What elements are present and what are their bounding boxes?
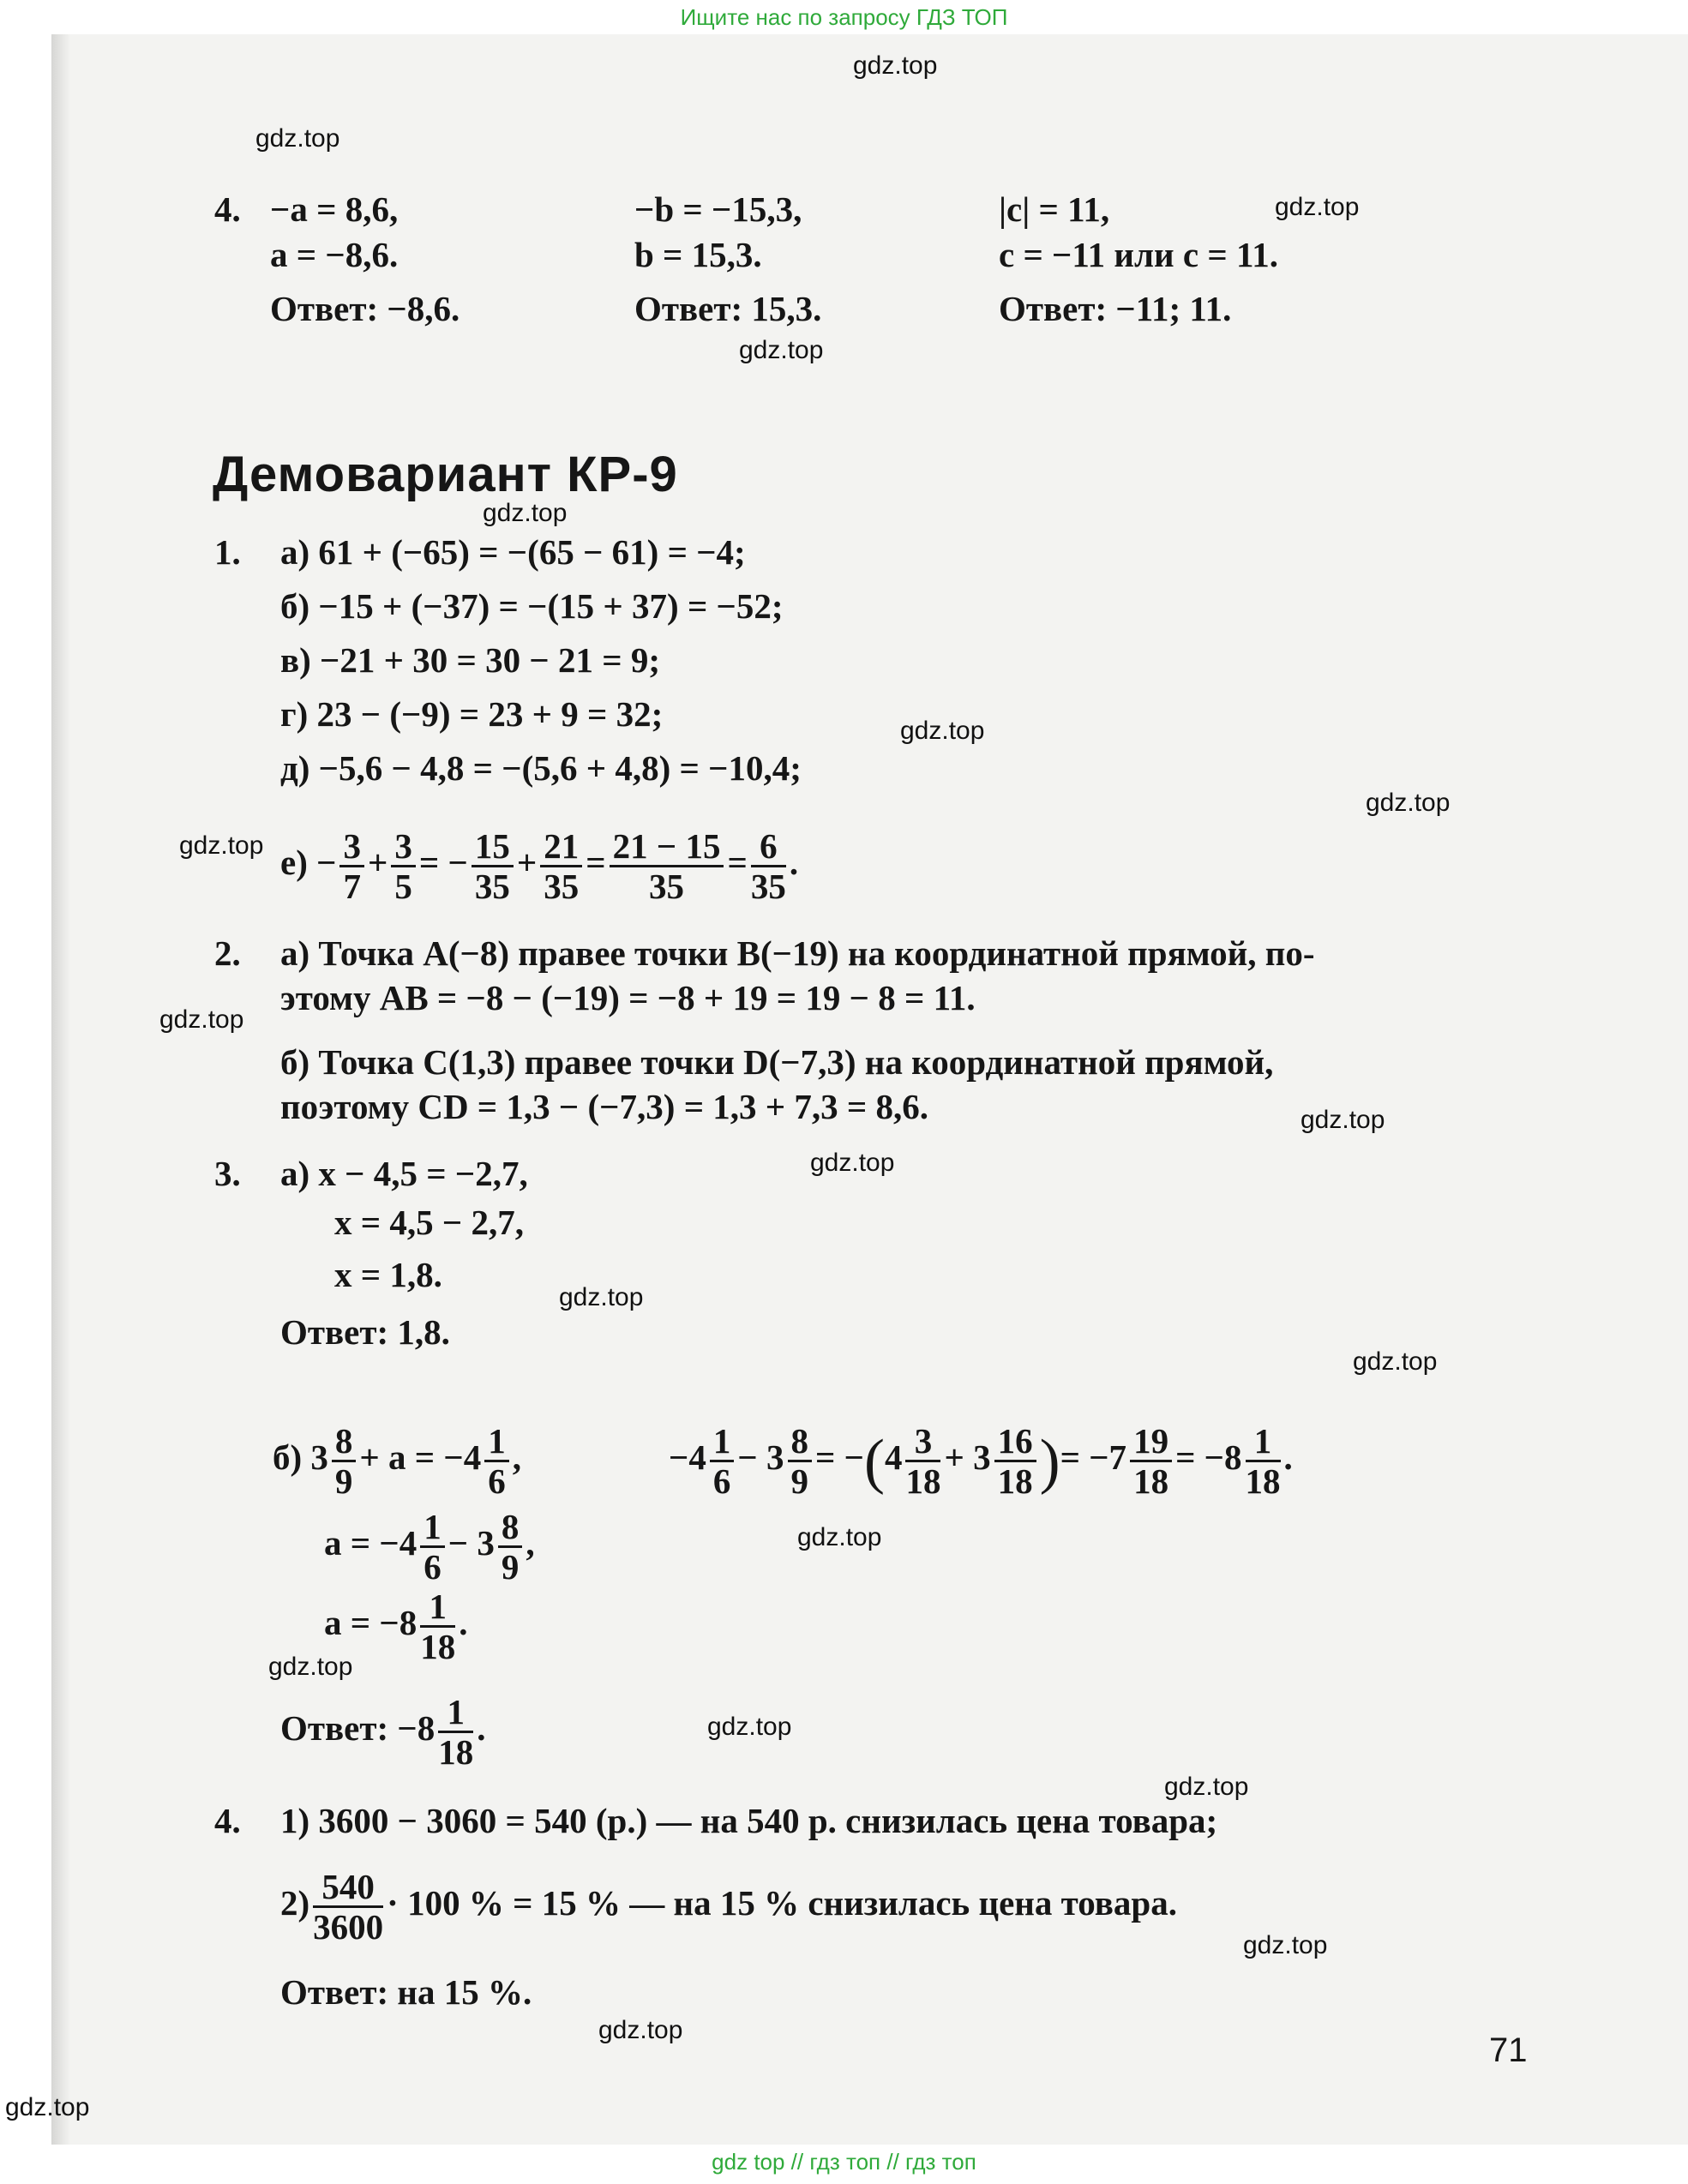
fraction: $\frac{21}{35}$ xyxy=(540,827,582,905)
fraction: $\frac{15}{35}$ xyxy=(472,827,514,905)
task3-b-line3: a = −8 $\frac{1}{18}$ . xyxy=(324,1587,468,1667)
watermark: gdz.top xyxy=(255,124,340,153)
watermark: gdz.top xyxy=(1275,193,1360,221)
fraction: $\frac{8}{9}$ xyxy=(332,1422,357,1500)
task1-a: а) 61 + (−65) = −(65 − 61) = −4; xyxy=(280,532,746,572)
top-banner[interactable]: Ищите нас по запросу ГДЗ ТОП xyxy=(680,4,1008,30)
task3-a-line1: а) x − 4,5 = −2,7, xyxy=(280,1154,528,1193)
prev-c3-l1: |c| = 11, xyxy=(999,189,1110,229)
watermark: gdz.top xyxy=(179,831,264,860)
task3-a-line3: x = 1,8. xyxy=(334,1255,442,1294)
watermark: gdz.top xyxy=(707,1713,792,1741)
task2-b-line1: б) Точка C(1,3) правее точки D(−7,3) на координатной прямой, xyxy=(280,1042,1274,1082)
fraction: $\frac{1}{6}$ xyxy=(710,1422,735,1500)
fraction: $\frac{1}{18}$ xyxy=(420,1587,456,1667)
fraction: $\frac{8}{9}$ xyxy=(498,1508,523,1586)
watermark: gdz.top xyxy=(810,1149,895,1177)
watermark: gdz.top xyxy=(1366,789,1451,817)
watermark: gdz.top xyxy=(598,2016,683,2044)
task2-number: 2. xyxy=(214,933,241,973)
task3-b-calculation: −4 $\frac{1}{6}$ − 3 $\frac{8}{9}$ = −(4 $\frac{3}{18}$ + 3 $\frac{16}{18}$ )= −7 $\frac{19}{18}$ = −8 $\frac{1}{18}$ . xyxy=(669,1421,1293,1502)
task4-line1: 1) 3600 − 3060 = 540 (р.) — на 540 р. снизилась цена товара; xyxy=(280,1801,1218,1840)
task4-line2: 2) $\frac{540}{3600}$ · 100 % = 15 % — на 15 % снизилась цена товара. xyxy=(280,1867,1177,1947)
task1-d: д) −5,6 − 4,8 = −(5,6 + 4,8) = −10,4; xyxy=(280,748,802,788)
fraction: $\frac{1}{18}$ xyxy=(1245,1421,1281,1502)
fraction: $\frac{3}{5}$ xyxy=(391,827,416,905)
watermark: gdz.top xyxy=(1164,1773,1249,1801)
watermark: gdz.top xyxy=(1353,1347,1438,1376)
task1-v: в) −21 + 30 = 30 − 21 = 9; xyxy=(280,640,661,680)
task2-a-line2: этому AB = −8 − (−19) = −8 + 19 = 19 − 8 = 11. xyxy=(280,978,976,1017)
fraction: $\frac{6}{35}$ xyxy=(750,826,786,907)
watermark: gdz.top xyxy=(483,499,568,527)
task2-b-line2: поэтому CD = 1,3 − (−7,3) = 1,3 + 7,3 = 8,6. xyxy=(280,1087,929,1126)
task2-a-line1: а) Точка A(−8) правее точки B(−19) на координатной прямой, по- xyxy=(280,933,1315,973)
fraction: $\frac{21 - 15}{35}$ xyxy=(610,827,724,905)
task1-g: г) 23 − (−9) = 23 + 9 = 32; xyxy=(280,694,664,734)
prev-c1-l1: −a = 8,6, xyxy=(270,189,399,229)
fraction: $\frac{540}{3600}$ xyxy=(313,1867,384,1947)
fraction: $\frac{1}{6}$ xyxy=(484,1422,509,1500)
task3-b-answer: Ответ: −8 $\frac{1}{18}$ . xyxy=(280,1692,486,1773)
watermark: gdz.top xyxy=(1301,1106,1385,1134)
section-title: Демовариант КР-9 xyxy=(213,447,678,502)
prev-c3-answer: Ответ: −11; 11. xyxy=(999,289,1232,328)
prev-c2-l2: b = 15,3. xyxy=(634,235,762,274)
task3-a-line2: x = 4,5 − 2,7, xyxy=(334,1203,524,1242)
prev-c2-l1: −b = −15,3, xyxy=(634,189,802,229)
prev-c2-answer: Ответ: 15,3. xyxy=(634,289,822,328)
prev-c1-l2: a = −8,6. xyxy=(270,235,399,274)
page-number: 71 xyxy=(1489,2031,1528,2069)
task4-answer: Ответ: на 15 %. xyxy=(280,1972,532,2012)
watermark: gdz.top xyxy=(739,336,824,364)
watermark: gdz.top xyxy=(853,51,938,80)
task1-e: е) − $\frac{3}{7}$ + $\frac{3}{5}$ = − $\frac{15}{35}$ + $\frac{21}{35}$ = $\frac{21 - 15}{35}$ = $\frac{6}{35}$ . xyxy=(280,826,799,907)
page-gutter-shadow xyxy=(51,34,70,2145)
task3-a-answer: Ответ: 1,8. xyxy=(280,1312,450,1352)
task1-e-label: е) − xyxy=(280,843,337,882)
fraction: $\frac{1}{18}$ xyxy=(438,1692,474,1773)
watermark: gdz.top xyxy=(900,717,985,745)
watermark: gdz.top xyxy=(159,1005,244,1034)
task1-number: 1. xyxy=(214,532,241,572)
task3-b-line1: б) 3 $\frac{8}{9}$ + a = −4 $\frac{1}{6}$ , xyxy=(273,1421,521,1502)
fraction: $\frac{8}{9}$ xyxy=(788,1422,813,1500)
task4-number: 4. xyxy=(214,1801,241,1840)
fraction: $\frac{1}{6}$ xyxy=(420,1508,445,1586)
prev-c1-answer: Ответ: −8,6. xyxy=(270,289,460,328)
task3-b-line2: a = −4 $\frac{1}{6}$ − 3 $\frac{8}{9}$ , xyxy=(324,1507,535,1587)
watermark: gdz.top xyxy=(1243,1931,1328,1959)
prev-c3-l2: c = −11 или c = 11. xyxy=(999,235,1278,274)
fraction: $\frac{19}{18}$ xyxy=(1130,1422,1172,1500)
bottom-banner[interactable]: gdz top // гдз топ // гдз топ xyxy=(712,2149,976,2175)
fraction: $\frac{16}{18}$ xyxy=(994,1422,1036,1500)
task3-number: 3. xyxy=(214,1154,241,1193)
prev-task-number: 4. xyxy=(214,189,241,229)
watermark: gdz.top xyxy=(559,1283,644,1311)
watermark: gdz.top xyxy=(797,1523,882,1551)
watermark: gdz.top xyxy=(5,2093,90,2121)
fraction: $\frac{3}{7}$ xyxy=(339,827,364,905)
task1-b: б) −15 + (−37) = −(15 + 37) = −52; xyxy=(280,586,784,626)
fraction: $\frac{3}{18}$ xyxy=(905,1421,941,1502)
watermark: gdz.top xyxy=(268,1653,353,1681)
